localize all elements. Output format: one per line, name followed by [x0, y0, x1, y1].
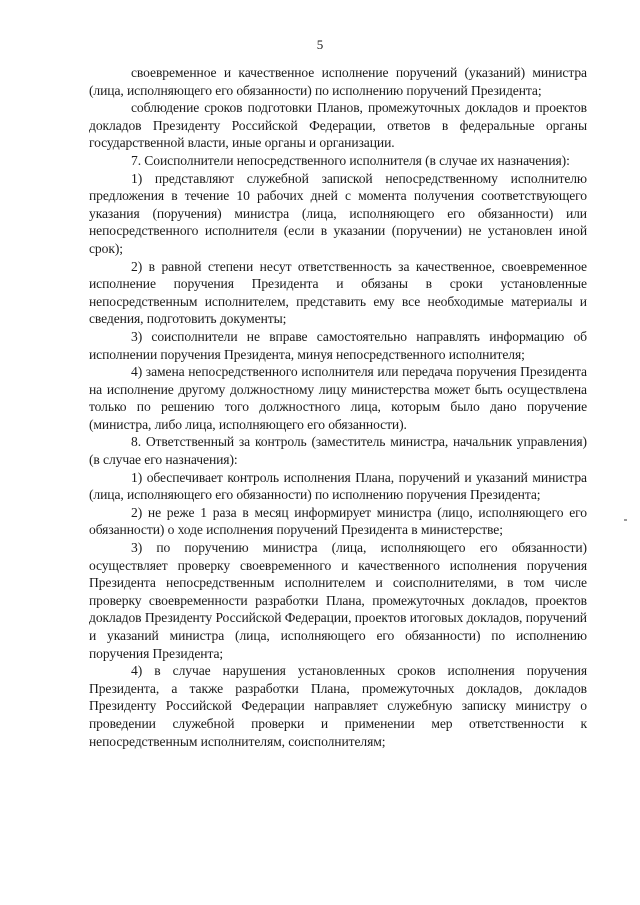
margin-scan-mark	[624, 519, 627, 521]
paragraph-section-7-heading: 7. Соисполнители непосредственного исполнителя (в случае их назначения):	[131, 152, 570, 168]
paragraph-timely-execution: своевременное и качественное исполнение поручений (указаний) министра (лица, исполняющего его обязанности) по исполнению поручений Президента;	[89, 65, 587, 98]
paragraph-7-2: 2) в равной степени несут ответственность за качественное, своевременное исполнение поручения Президента и обязаны в сроки установленные непосредственным исполнителем, представить ему все необходимые материалы и сведения, подготовить документы;	[89, 258, 587, 327]
paragraph-7-3: 3) соисполнители не вправе самостоятельно направлять информацию об исполнении поручения Президента, минуя непосредственного исполнителя;	[89, 328, 587, 362]
paragraph-8-3: 3) по поручению министра (лица, исполняющего его обязанности) осуществляет проверку своевременного и качественного исполнения поручения Президента непосредственным исполнителем и соисполнителями, в том числе проверку своевременности разработки Плана, промежуточных докладов, проектов докладов Президенту Российской Федерации, проектов итоговых докладов, поручений и указаний министра (лица, исполняющего его обязанности) по исполнению поручения Президента;	[89, 540, 587, 661]
paragraph-8-2: 2) не реже 1 раза в месяц информирует министра (лицо, исполняющего его обязанности) о ходе исполнения поручений Президента в министерстве;	[89, 504, 587, 538]
paragraph-7-4: 4) замена непосредственного исполнителя или передача поручения Президента на исполнение другому должностному лицу министерства может быть осуществлена только по решению того должностного лица, которым было дано поручение (министра, либо лица, исполняющего его обязанности).	[89, 364, 587, 432]
paragraph-8-1: 1) обеспечивает контроль исполнения Плана, поручений и указаний министра (лица, исполняющего его обязанности) по исполнению поручения Президента;	[89, 469, 587, 503]
page-number: 5	[316, 37, 324, 52]
paragraph-8-4: 4) в случае нарушения установленных сроков исполнения поручения Президента, а также разработки Плана, промежуточных докладов, докладов Президенту Российской Федерации направляет служебную записку министру о проведении служебной проверки и применении мер ответственности к непосредственным исполнителям, соисполнителям;	[89, 663, 587, 749]
paragraph-7-1: 1) представляют служебной запиской непосредственному исполнителю предложения в течение 10 рабочих дней с момента получения соответствующего указания (поручения) министра (лица, исполняющего его обязанности) или непосредственного исполнителя (если в указании (поручении) не установлен иной срок);	[89, 170, 587, 256]
document-body	[89, 64, 587, 750]
paragraph-section-8-heading: 8. Ответственный за контроль (заместитель министра, начальник управления) (в случае его назначения):	[89, 434, 587, 468]
paragraph-deadlines: соблюдение сроков подготовки Планов, промежуточных докладов и проектов докладов Президенту Российской Федерации, ответов в федеральные органы государственной власти, иные органы и организации.	[89, 100, 587, 151]
